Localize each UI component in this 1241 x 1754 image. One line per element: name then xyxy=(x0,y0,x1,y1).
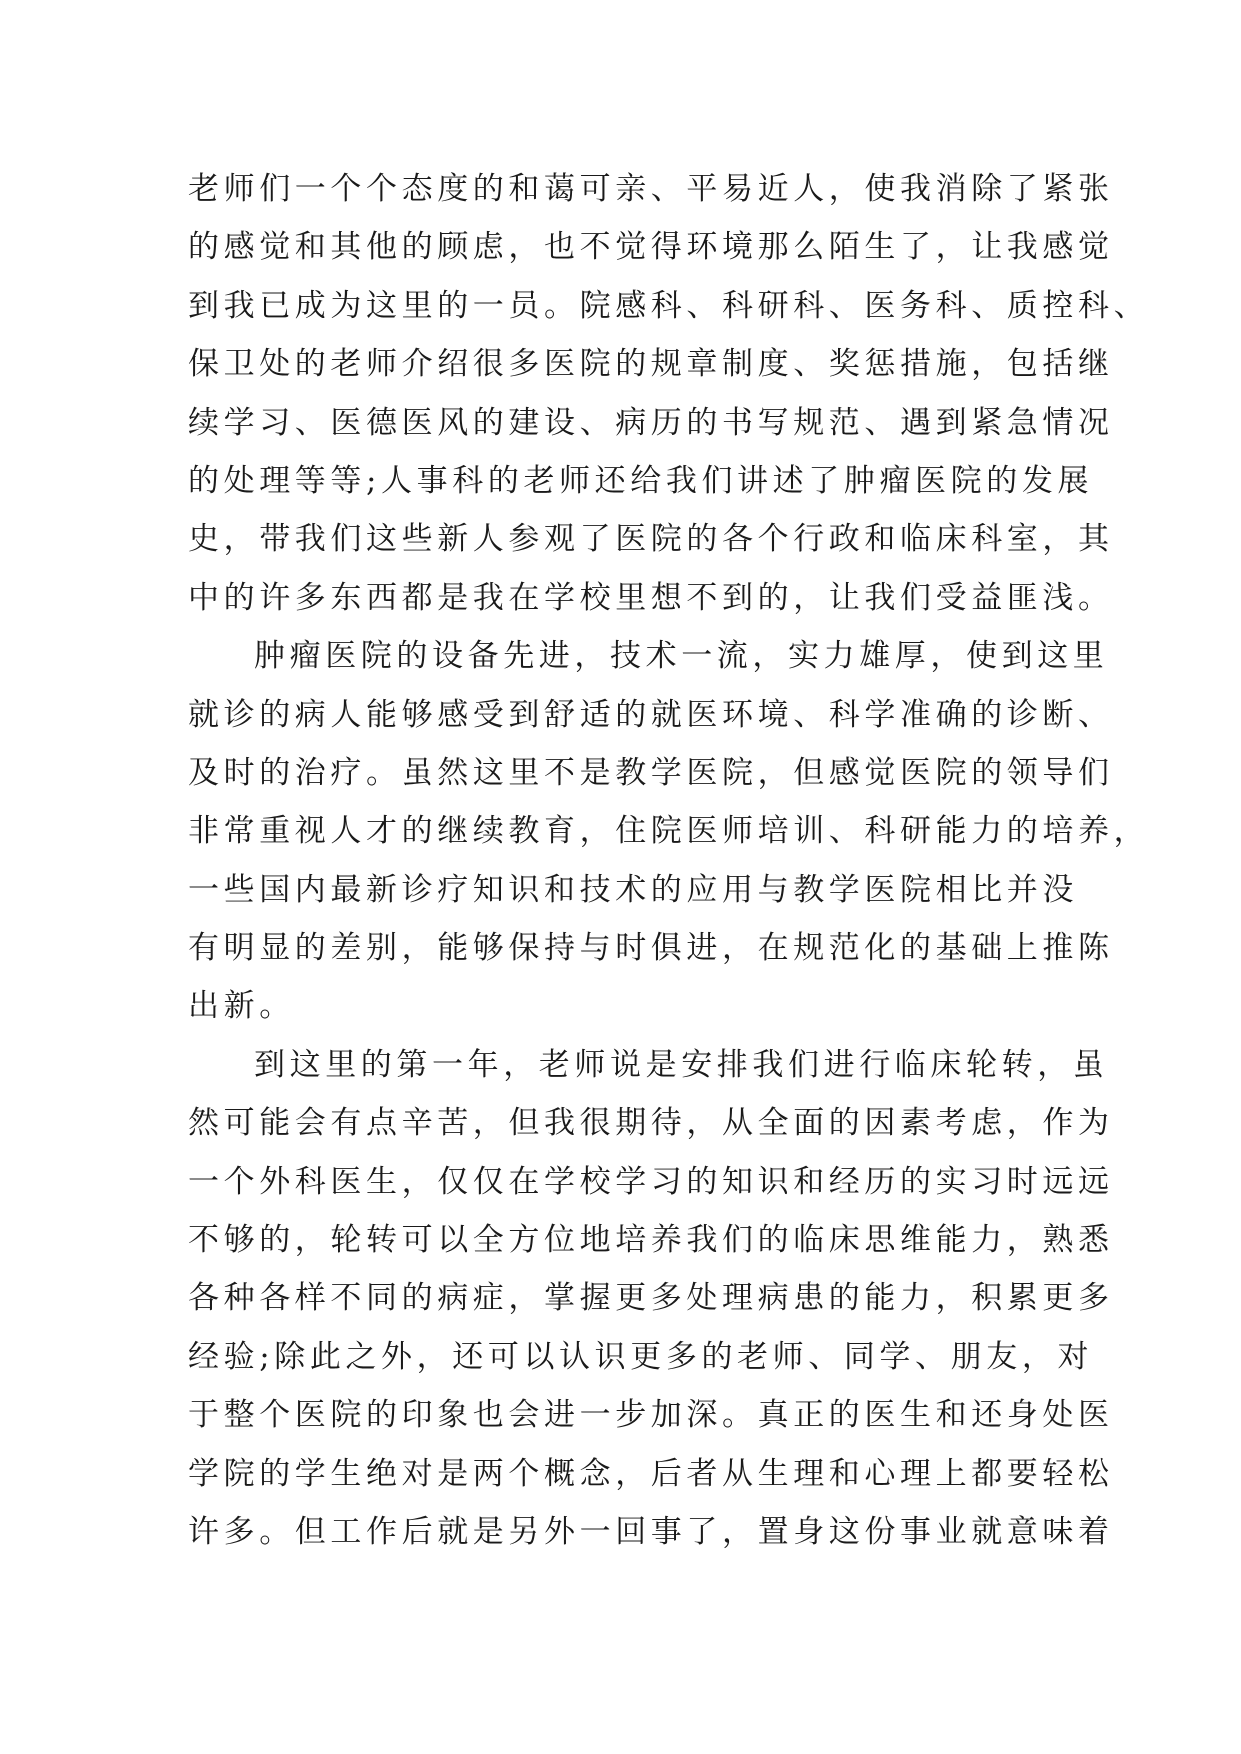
text-line: 史，带我们这些新人参观了医院的各个行政和临床科室，其 xyxy=(188,521,1114,558)
text-line: 不够的，轮转可以全方位地培养我们的临床思维能力，熟悉 xyxy=(188,1222,1114,1259)
text-line: 的处理等等;人事科的老师还给我们讲述了肿瘤医院的发展 xyxy=(188,462,1094,499)
text-line: 续学习、医德医风的建设、病历的书写规范、遇到紧急情况 xyxy=(188,404,1114,441)
text-line: 许多。但工作后就是另外一回事了，置身这份事业就意味着 xyxy=(188,1513,1114,1550)
text-line: 一些国内最新诊疗知识和技术的应用与教学医院相比并没 xyxy=(188,871,1078,908)
paragraph-first-line: 到这里的第一年，老师说是安排我们进行临床轮转，虽 xyxy=(254,1046,1109,1083)
text-line: 非常重视人才的继续教育，住院医师培训、科研能力的培养， xyxy=(188,813,1150,850)
text-line: 各种各样不同的病症，掌握更多处理病患的能力，积累更多 xyxy=(188,1280,1114,1317)
text-line: 的感觉和其他的顾虑，也不觉得环境那么陌生了，让我感觉 xyxy=(188,229,1114,266)
text-line: 于整个医院的印象也会进一步加深。真正的医生和还身处医 xyxy=(188,1397,1114,1434)
text-line: 出新。 xyxy=(188,988,295,1025)
text-line: 就诊的病人能够感受到舒适的就医环境、科学准确的诊断、 xyxy=(188,696,1114,733)
text-line: 学院的学生绝对是两个概念，后者从生理和心理上都要轻松 xyxy=(188,1455,1114,1492)
text-line: 经验;除此之外，还可以认识更多的老师、同学、朋友，对 xyxy=(188,1338,1094,1375)
body-text xyxy=(188,160,1150,1561)
text-line: 及时的治疗。虽然这里不是教学医院，但感觉医院的领导们 xyxy=(188,754,1114,791)
paragraph-first-line: 肿瘤医院的设备先进，技术一流，实力雄厚，使到这里 xyxy=(254,638,1109,675)
text-line: 一个外科医生，仅仅在学校学习的知识和经历的实习时远远 xyxy=(188,1163,1114,1200)
text-line: 老师们一个个态度的和蔼可亲、平易近人，使我消除了紧张 xyxy=(188,171,1114,207)
text-line: 到我已成为这里的一员。院感科、科研科、医务科、质控科、 xyxy=(188,287,1150,324)
text-line: 中的许多东西都是我在学校里想不到的，让我们受益匪浅。 xyxy=(188,579,1114,616)
text-line: 保卫处的老师介绍很多医院的规章制度、奖惩措施，包括继 xyxy=(188,346,1114,383)
text-line: 有明显的差别，能够保持与时俱进，在规范化的基础上推陈 xyxy=(188,930,1114,967)
text-line: 然可能会有点辛苦，但我很期待，从全面的因素考虑，作为 xyxy=(188,1105,1114,1142)
